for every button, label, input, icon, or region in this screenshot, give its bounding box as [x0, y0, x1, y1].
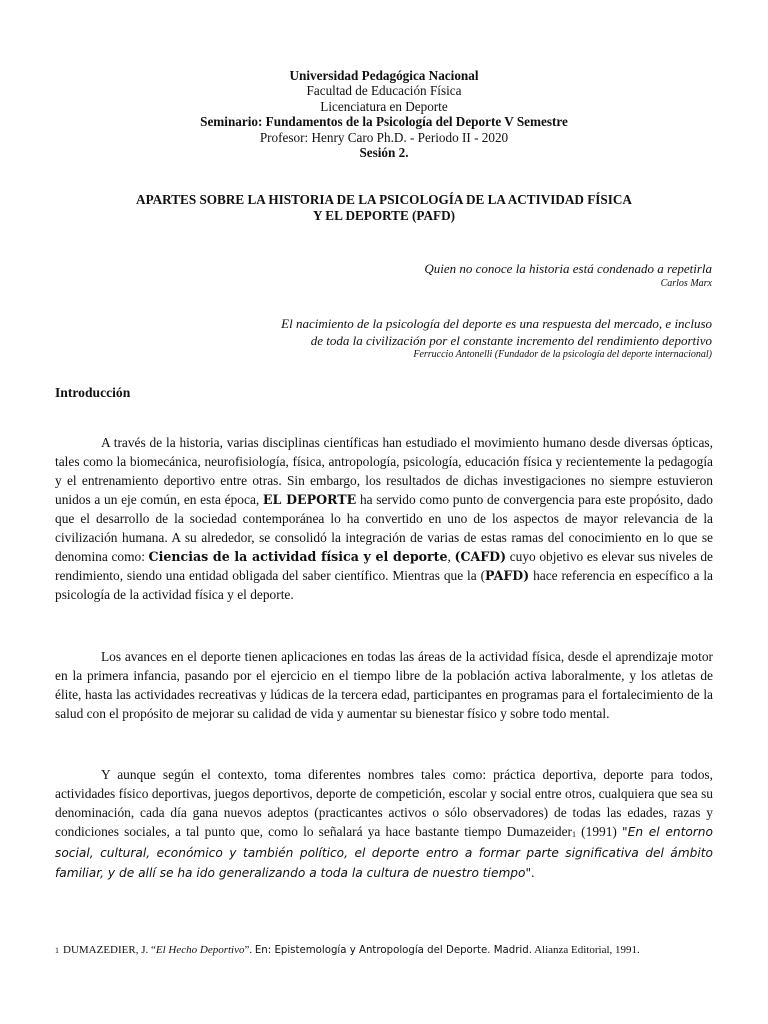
footnote-publisher: Alianza Editorial, 1991. [531, 944, 640, 956]
paragraph-2: Los avances en el deporte tienen aplicaciones en todas las áreas de la actividad física, desde el aprendizaje motor en la primera infancia, pasando por el ejercicio en el tiempo libre de la población activa laboralmente, y los atletas de élite, hasta las actividades recreativas y lúdicas de la tercera edad, participantes en programas para el fortalecimiento de la salud con el propósito de mejorar su calidad de vida y aumentar su bienestar físico y sobre todo mental. [55, 649, 713, 721]
paragraph-3-text: (1991) [576, 824, 623, 839]
quote-1-text: Quien no conoce la historia está condenado a repetirla [424, 261, 712, 276]
paragraph-1-text: A través de la historia, varias disciplinas científicas han estudiado el movimiento humano desde diversas ópticas, tales como la biomecánica, neurofisiología, física, antropología, psicología, educación física y recientemente la pedagogía y el entrenamiento deportivo entre otras. Sin embargo, los resultados de dichas investigaciones no siempre estuvieron unidos a un eje común, en esta época, [55, 435, 713, 507]
footnote-reference[interactable]: 1 [572, 830, 577, 839]
quote-2-author: Ferruccio Antonelli (Fundador de la psicología del deporte internacional) [413, 349, 712, 360]
paragraph-1-text: cuyo objetivo es elevar sus niveles de rendimiento, siendo una entidad obligada del saber científico. Mientras que la ( [55, 549, 713, 583]
emphasis-pafd: PAFD) [485, 568, 530, 583]
footnote-number: 1 [55, 946, 59, 955]
paragraph-3-text: Y aunque según el contexto, toma diferentes nombres tales como: práctica deportiva, deporte para todos, actividades físico deportivas, juegos deportivos, deporte de competición, escolar y social entre otros, cualquiera que sea su denominación, cada día gana nuevos adeptos (practicantes activos o sólo observadores) de todas las edades, razas y condiciones sociales, a tal punto que, como lo señalará ya hace bastante tiempo Dumazeider [55, 767, 713, 839]
epigraph-quote-1 [152, 261, 712, 290]
paragraph-1 [55, 433, 713, 604]
epigraph-quote-2 [152, 316, 712, 361]
faculty-name: Facultad de Educación Física [306, 83, 462, 99]
footnote-punctuation: ”. [244, 944, 255, 956]
quote-2-text-line-1: El nacimiento de la psicología del deporte es una respuesta del mercado, e incluso [281, 316, 712, 331]
footnote [55, 944, 725, 957]
footnote-author: DUMAZEDIER, J. “ [63, 944, 156, 956]
emphasis-cafd-name: Ciencias de la actividad física y el deporte [148, 549, 448, 564]
emphasis-cafd: (CAFD) [454, 549, 507, 564]
title-line-2: Y EL DEPORTE (PAFD) [312, 208, 456, 223]
paragraph-1-text: hace referencia en específico a la psicología de la actividad física y el deporte. [55, 568, 713, 602]
paragraph-3 [55, 765, 713, 883]
paragraph-1-text: , [447, 549, 455, 564]
title-line-1: APARTES SOBRE LA HISTORIA DE LA PSICOLOGÍA DE LA ACTIVIDAD FÍSICA [136, 192, 632, 207]
quote-1-author: Carlos Marx [660, 277, 712, 289]
university-name: Universidad Pedagógica Nacional [289, 68, 479, 83]
paragraph-3-text: . [531, 865, 535, 880]
paragraph-1-text: ha servido como punto de convergencia para este propósito, dado que el desarrollo de la sociedad contemporánea lo ha convertido en uno de los aspectos de mayor relevancia de la civilización humana. A su alrededor, se consolidó la integración de varias de estas ramas del conocimiento en lo que se denomina como: [55, 492, 713, 564]
session-label: Sesión 2. [359, 145, 409, 161]
citation-quote: "En el entorno social, cultural, económico y también político, el deporte entro a formar parte significativa del ámbito familiar, y de allí se ha ido generalizando a toda la cultura de nuestro tiempo" [55, 825, 713, 880]
quote-2-text-line-2: de toda la civilización por el constante incremento del rendimiento deportivo [310, 332, 712, 348]
section-heading-introduction: Introducción [55, 385, 131, 400]
seminar-name: Seminario: Fundamentos de la Psicología del Deporte V Semestre [200, 114, 568, 130]
footnote-book-title: El Hecho Deportivo [155, 944, 245, 956]
emphasis-el-deporte: EL DEPORTE [262, 492, 357, 507]
document-header [0, 68, 768, 160]
program-name: Licenciatura en Deporte [320, 98, 448, 114]
professor-line: Profesor: Henry Caro Ph.D. - Periodo II - 2020 [259, 129, 509, 145]
document-title [0, 192, 768, 224]
footnote-publication: En: Epistemología y Antropología del Deporte. Madrid. [254, 945, 532, 956]
